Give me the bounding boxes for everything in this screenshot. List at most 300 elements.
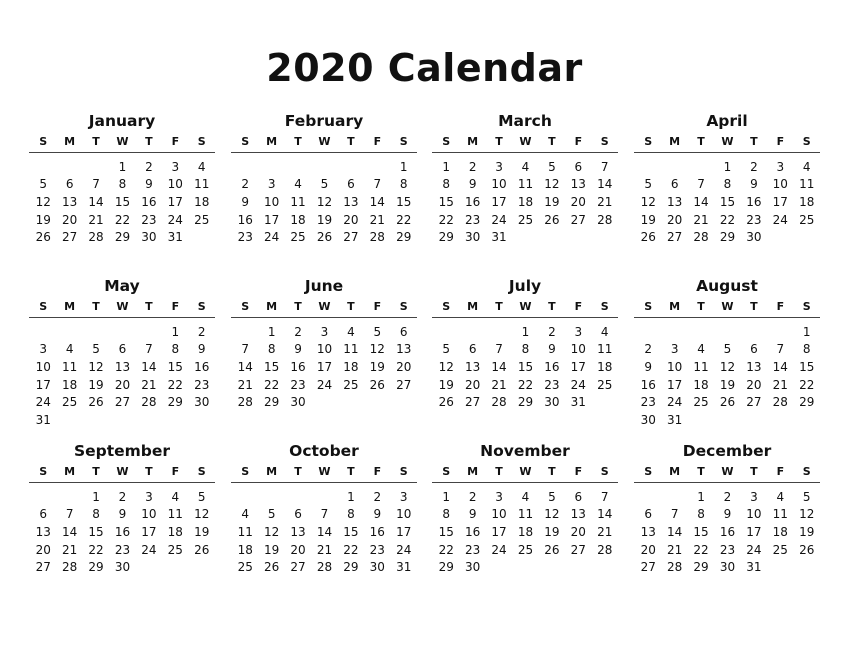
month-name: November bbox=[480, 442, 570, 460]
day-cell: 8 bbox=[521, 342, 530, 357]
day-cell: 4 bbox=[600, 324, 609, 339]
day-cell: 16 bbox=[369, 524, 385, 539]
weekday-label: T bbox=[750, 299, 758, 313]
day-cell: 12 bbox=[544, 507, 560, 522]
month-block-january bbox=[29, 110, 215, 246]
day-cell: 29 bbox=[263, 395, 280, 410]
day-cell: 1 bbox=[521, 324, 530, 339]
weekday-label: S bbox=[600, 464, 609, 478]
day-cell: 30 bbox=[719, 560, 736, 575]
day-cell: 15 bbox=[517, 359, 534, 374]
month-name: May bbox=[104, 277, 140, 295]
day-cell: 13 bbox=[290, 524, 306, 539]
day-cell: 1 bbox=[442, 489, 451, 504]
weekday-label: M bbox=[64, 299, 76, 313]
day-cell: 11 bbox=[290, 194, 306, 209]
day-cell: 14 bbox=[316, 524, 333, 539]
day-cell: 19 bbox=[316, 212, 333, 227]
weekday-header bbox=[29, 462, 215, 480]
day-cell: 7 bbox=[670, 507, 679, 522]
day-cell: 14 bbox=[88, 194, 104, 209]
day-cell: 6 bbox=[399, 324, 408, 339]
day-cell: 20 bbox=[290, 542, 306, 557]
day-cell: 3 bbox=[39, 342, 48, 357]
day-cell: 31 bbox=[491, 230, 507, 245]
day-cell: 24 bbox=[491, 542, 507, 557]
day-cell: 6 bbox=[39, 507, 48, 522]
day-cell: 12 bbox=[640, 194, 656, 209]
day-cell: 10 bbox=[316, 342, 333, 357]
day-cell: 8 bbox=[697, 507, 705, 522]
week-row bbox=[231, 228, 417, 246]
day-cell: 4 bbox=[65, 342, 74, 357]
day-cell: 28 bbox=[316, 560, 333, 575]
week-row bbox=[29, 376, 215, 394]
day-cell: 7 bbox=[373, 177, 382, 192]
day-cell: 19 bbox=[438, 377, 454, 392]
weekday-label: S bbox=[197, 299, 206, 313]
day-cell: 24 bbox=[316, 377, 333, 392]
day-cell: 28 bbox=[61, 560, 78, 575]
day-cell: 7 bbox=[241, 342, 250, 357]
day-cell: 30 bbox=[746, 230, 762, 245]
weekday-label: S bbox=[644, 134, 653, 148]
header-divider bbox=[432, 482, 618, 483]
day-cell: 22 bbox=[88, 542, 104, 557]
week-row bbox=[634, 193, 820, 211]
weekday-label: F bbox=[373, 464, 382, 478]
day-cell: 15 bbox=[88, 524, 104, 539]
day-cell: 10 bbox=[491, 507, 507, 522]
day-cell: 13 bbox=[343, 194, 359, 209]
day-cell: 2 bbox=[644, 342, 653, 357]
day-cell: 22 bbox=[517, 377, 534, 392]
week-row bbox=[29, 393, 215, 411]
weekday-header bbox=[432, 462, 618, 480]
weekday-label: F bbox=[171, 464, 180, 478]
day-cell: 17 bbox=[570, 359, 586, 374]
day-cell: 9 bbox=[468, 177, 477, 192]
day-cell: 4 bbox=[697, 342, 705, 357]
month-name: April bbox=[706, 112, 748, 130]
weekday-label: S bbox=[39, 134, 48, 148]
day-cell: 25 bbox=[517, 212, 534, 227]
weekday-label: F bbox=[776, 134, 785, 148]
weekday-label: M bbox=[64, 134, 76, 148]
day-cell: 5 bbox=[644, 177, 653, 192]
week-row bbox=[231, 176, 417, 194]
weekday-header bbox=[432, 132, 618, 150]
week-row bbox=[634, 506, 820, 524]
day-cell: 8 bbox=[399, 177, 408, 192]
week-row bbox=[634, 158, 820, 176]
day-cell: 9 bbox=[145, 177, 153, 192]
weekday-label: T bbox=[750, 464, 758, 478]
weekday-label: S bbox=[442, 299, 451, 313]
week-row bbox=[432, 558, 618, 576]
day-cell: 11 bbox=[772, 507, 788, 522]
day-cell: 21 bbox=[237, 377, 253, 392]
weekday-label: S bbox=[442, 134, 451, 148]
header-divider bbox=[231, 152, 417, 153]
day-cell: 13 bbox=[35, 524, 51, 539]
week-row bbox=[634, 393, 820, 411]
week-row bbox=[634, 541, 820, 559]
month-name: September bbox=[73, 442, 171, 460]
day-cell: 1 bbox=[442, 159, 451, 174]
day-cell: 4 bbox=[776, 489, 785, 504]
day-cell: 7 bbox=[600, 489, 609, 504]
week-row bbox=[29, 558, 215, 576]
day-cell: 23 bbox=[464, 542, 481, 557]
weekday-label: W bbox=[116, 464, 129, 478]
day-cell: 25 bbox=[693, 395, 709, 410]
day-cell: 1 bbox=[697, 489, 705, 504]
day-cell: 9 bbox=[197, 342, 206, 357]
weekday-header bbox=[231, 297, 417, 315]
day-cell: 30 bbox=[464, 230, 481, 245]
day-cell: 3 bbox=[750, 489, 758, 504]
day-cell: 31 bbox=[35, 412, 51, 427]
weekday-label: T bbox=[495, 134, 503, 148]
week-row bbox=[231, 358, 417, 376]
day-cell: 24 bbox=[746, 542, 762, 557]
week-row bbox=[432, 541, 618, 559]
day-cell: 2 bbox=[294, 324, 302, 339]
week-row bbox=[231, 376, 417, 394]
month-name: July bbox=[508, 277, 542, 295]
day-cell: 12 bbox=[719, 359, 736, 374]
day-cell: 26 bbox=[799, 542, 815, 557]
weekday-label: S bbox=[241, 134, 250, 148]
weekday-label: W bbox=[318, 299, 331, 313]
day-cell: 15 bbox=[396, 194, 412, 209]
month-block-october bbox=[231, 440, 417, 576]
day-cell: 19 bbox=[640, 212, 656, 227]
week-row bbox=[634, 376, 820, 394]
day-cell: 23 bbox=[114, 542, 131, 557]
day-cell: 29 bbox=[799, 395, 815, 410]
day-cell: 20 bbox=[343, 212, 359, 227]
weekday-label: F bbox=[171, 134, 180, 148]
weekday-label: M bbox=[266, 134, 278, 148]
day-cell: 24 bbox=[141, 542, 157, 557]
day-cell: 29 bbox=[88, 560, 104, 575]
weekday-label: T bbox=[347, 134, 355, 148]
day-cell: 24 bbox=[167, 212, 183, 227]
week-row bbox=[231, 523, 417, 541]
week-row bbox=[432, 358, 618, 376]
day-cell: 8 bbox=[802, 342, 811, 357]
day-cell: 28 bbox=[369, 230, 385, 245]
day-cell: 23 bbox=[544, 377, 560, 392]
day-cell: 1 bbox=[399, 159, 408, 174]
month-name: February bbox=[284, 112, 364, 130]
day-cell: 14 bbox=[693, 194, 709, 209]
weekday-header bbox=[634, 132, 820, 150]
day-cell: 10 bbox=[167, 177, 183, 192]
day-cell: 13 bbox=[746, 359, 762, 374]
day-cell: 2 bbox=[468, 489, 477, 504]
day-cell: 1 bbox=[118, 159, 127, 174]
weekday-label: M bbox=[266, 299, 278, 313]
day-cell: 17 bbox=[491, 524, 507, 539]
weekday-label: F bbox=[574, 299, 583, 313]
day-cell: 17 bbox=[141, 524, 157, 539]
day-cell: 9 bbox=[548, 342, 556, 357]
weekday-label: M bbox=[669, 464, 681, 478]
week-row bbox=[29, 176, 215, 194]
week-row bbox=[29, 358, 215, 376]
day-cell: 3 bbox=[145, 489, 153, 504]
weekday-label: T bbox=[548, 134, 556, 148]
month-block-april bbox=[634, 110, 820, 246]
day-cell: 4 bbox=[171, 489, 180, 504]
week-row bbox=[432, 488, 618, 506]
day-cell: 26 bbox=[719, 395, 736, 410]
day-cell: 6 bbox=[670, 177, 679, 192]
day-cell: 3 bbox=[171, 159, 180, 174]
week-row bbox=[634, 523, 820, 541]
month-block-august bbox=[634, 275, 820, 429]
day-cell: 19 bbox=[369, 359, 385, 374]
week-row bbox=[231, 158, 417, 176]
weekday-label: T bbox=[347, 299, 355, 313]
day-cell: 2 bbox=[548, 324, 556, 339]
weekday-label: S bbox=[644, 299, 653, 313]
day-cell: 12 bbox=[438, 359, 454, 374]
week-row bbox=[634, 323, 820, 341]
day-cell: 3 bbox=[320, 324, 329, 339]
day-cell: 7 bbox=[495, 342, 503, 357]
day-cell: 5 bbox=[267, 507, 276, 522]
header-divider bbox=[432, 152, 618, 153]
day-cell: 31 bbox=[396, 560, 412, 575]
month-block-june bbox=[231, 275, 417, 411]
week-row bbox=[29, 488, 215, 506]
month-name: December bbox=[682, 442, 772, 460]
day-cell: 20 bbox=[114, 377, 131, 392]
weekday-label: T bbox=[92, 464, 100, 478]
weekday-label: S bbox=[802, 464, 811, 478]
day-cell: 30 bbox=[290, 395, 306, 410]
day-cell: 27 bbox=[666, 230, 683, 245]
day-cell: 19 bbox=[194, 524, 210, 539]
header-divider bbox=[29, 317, 215, 318]
day-cell: 23 bbox=[290, 377, 306, 392]
weekday-label: F bbox=[776, 464, 785, 478]
header-divider bbox=[29, 152, 215, 153]
day-cell: 4 bbox=[347, 324, 355, 339]
day-cell: 2 bbox=[241, 177, 250, 192]
day-cell: 21 bbox=[666, 542, 683, 557]
day-cell: 2 bbox=[373, 489, 382, 504]
day-cell: 27 bbox=[570, 542, 586, 557]
day-cell: 12 bbox=[369, 342, 385, 357]
weekday-label: W bbox=[116, 299, 129, 313]
weekday-label: T bbox=[294, 464, 302, 478]
week-row bbox=[634, 228, 820, 246]
weekday-label: T bbox=[294, 299, 302, 313]
day-cell: 22 bbox=[438, 542, 454, 557]
day-cell: 2 bbox=[197, 324, 206, 339]
day-cell: 20 bbox=[570, 524, 586, 539]
day-cell: 4 bbox=[241, 507, 250, 522]
day-cell: 26 bbox=[544, 212, 560, 227]
day-cell: 2 bbox=[145, 159, 153, 174]
day-cell: 23 bbox=[719, 542, 736, 557]
week-row bbox=[634, 176, 820, 194]
day-cell: 10 bbox=[141, 507, 157, 522]
week-row bbox=[432, 323, 618, 341]
day-cell: 30 bbox=[114, 560, 131, 575]
day-cell: 8 bbox=[92, 507, 100, 522]
day-cell: 21 bbox=[369, 212, 385, 227]
week-row bbox=[432, 193, 618, 211]
day-cell: 5 bbox=[802, 489, 811, 504]
header-divider bbox=[634, 317, 820, 318]
day-cell: 16 bbox=[194, 359, 210, 374]
day-cell: 5 bbox=[373, 324, 382, 339]
day-cell: 14 bbox=[237, 359, 253, 374]
day-cell: 18 bbox=[517, 194, 534, 209]
day-cell: 1 bbox=[92, 489, 100, 504]
day-cell: 1 bbox=[171, 324, 180, 339]
week-row bbox=[231, 506, 417, 524]
day-cell: 11 bbox=[343, 342, 359, 357]
weekday-label: W bbox=[318, 464, 331, 478]
weekday-label: S bbox=[197, 134, 206, 148]
day-cell: 13 bbox=[114, 359, 131, 374]
week-row bbox=[29, 211, 215, 229]
day-cell: 5 bbox=[39, 177, 48, 192]
day-cell: 4 bbox=[197, 159, 206, 174]
day-cell: 28 bbox=[237, 395, 253, 410]
day-cell: 9 bbox=[241, 194, 250, 209]
day-cell: 21 bbox=[316, 542, 333, 557]
month-block-may bbox=[29, 275, 215, 429]
day-cell: 21 bbox=[597, 194, 613, 209]
day-cell: 10 bbox=[746, 507, 762, 522]
day-cell: 8 bbox=[118, 177, 127, 192]
header-divider bbox=[29, 482, 215, 483]
day-cell: 15 bbox=[438, 524, 454, 539]
day-cell: 20 bbox=[570, 194, 586, 209]
day-cell: 24 bbox=[570, 377, 586, 392]
day-cell: 6 bbox=[574, 489, 583, 504]
day-cell: 24 bbox=[666, 395, 683, 410]
day-cell: 17 bbox=[396, 524, 412, 539]
weekday-label: T bbox=[548, 464, 556, 478]
weekday-label: S bbox=[802, 134, 811, 148]
day-cell: 18 bbox=[194, 194, 210, 209]
day-cell: 8 bbox=[347, 507, 355, 522]
day-cell: 21 bbox=[693, 212, 709, 227]
day-cell: 17 bbox=[666, 377, 683, 392]
day-cell: 10 bbox=[396, 507, 412, 522]
week-row bbox=[634, 341, 820, 359]
day-cell: 26 bbox=[35, 230, 51, 245]
weekday-label: W bbox=[519, 134, 532, 148]
day-cell: 29 bbox=[438, 560, 454, 575]
day-cell: 24 bbox=[396, 542, 412, 557]
weekday-label: T bbox=[145, 134, 153, 148]
day-cell: 19 bbox=[719, 377, 736, 392]
day-cell: 15 bbox=[799, 359, 815, 374]
day-cell: 20 bbox=[666, 212, 683, 227]
day-cell: 7 bbox=[320, 507, 329, 522]
day-cell: 13 bbox=[61, 194, 78, 209]
day-cell: 24 bbox=[491, 212, 507, 227]
day-cell: 7 bbox=[776, 342, 785, 357]
week-row bbox=[634, 358, 820, 376]
day-cell: 19 bbox=[35, 212, 51, 227]
day-cell: 12 bbox=[194, 507, 210, 522]
day-cell: 5 bbox=[548, 489, 556, 504]
week-row bbox=[231, 558, 417, 576]
day-cell: 10 bbox=[35, 359, 51, 374]
day-cell: 3 bbox=[574, 324, 583, 339]
day-cell: 1 bbox=[347, 489, 355, 504]
day-cell: 27 bbox=[114, 395, 131, 410]
weekday-label: W bbox=[721, 464, 734, 478]
week-row bbox=[29, 523, 215, 541]
week-row bbox=[432, 211, 618, 229]
day-cell: 17 bbox=[35, 377, 51, 392]
day-cell: 16 bbox=[141, 194, 157, 209]
week-row bbox=[29, 228, 215, 246]
day-cell: 29 bbox=[114, 230, 131, 245]
month-block-march bbox=[432, 110, 618, 246]
day-cell: 25 bbox=[194, 212, 210, 227]
week-row bbox=[231, 193, 417, 211]
day-cell: 8 bbox=[442, 507, 451, 522]
day-cell: 6 bbox=[750, 342, 758, 357]
day-cell: 30 bbox=[544, 395, 560, 410]
weekday-label: T bbox=[145, 299, 153, 313]
day-cell: 2 bbox=[118, 489, 127, 504]
day-cell: 26 bbox=[369, 377, 385, 392]
day-cell: 8 bbox=[171, 342, 180, 357]
day-cell: 17 bbox=[491, 194, 507, 209]
month-block-september bbox=[29, 440, 215, 576]
day-cell: 31 bbox=[666, 412, 683, 427]
week-row bbox=[432, 158, 618, 176]
day-cell: 5 bbox=[723, 342, 732, 357]
day-cell: 19 bbox=[544, 524, 560, 539]
day-cell: 27 bbox=[570, 212, 586, 227]
header-divider bbox=[634, 152, 820, 153]
day-cell: 20 bbox=[396, 359, 412, 374]
day-cell: 17 bbox=[263, 212, 280, 227]
weekday-label: F bbox=[574, 464, 583, 478]
day-cell: 29 bbox=[693, 560, 709, 575]
day-cell: 16 bbox=[746, 194, 762, 209]
weekday-label: T bbox=[92, 134, 100, 148]
day-cell: 28 bbox=[597, 212, 613, 227]
weekday-label: T bbox=[697, 299, 705, 313]
day-cell: 20 bbox=[35, 542, 51, 557]
week-row bbox=[432, 523, 618, 541]
day-cell: 15 bbox=[719, 194, 736, 209]
day-cell: 14 bbox=[141, 359, 157, 374]
day-cell: 15 bbox=[693, 524, 709, 539]
day-cell: 29 bbox=[343, 560, 359, 575]
day-cell: 14 bbox=[491, 359, 507, 374]
day-cell: 26 bbox=[640, 230, 656, 245]
day-cell: 19 bbox=[799, 524, 815, 539]
day-cell: 21 bbox=[491, 377, 507, 392]
